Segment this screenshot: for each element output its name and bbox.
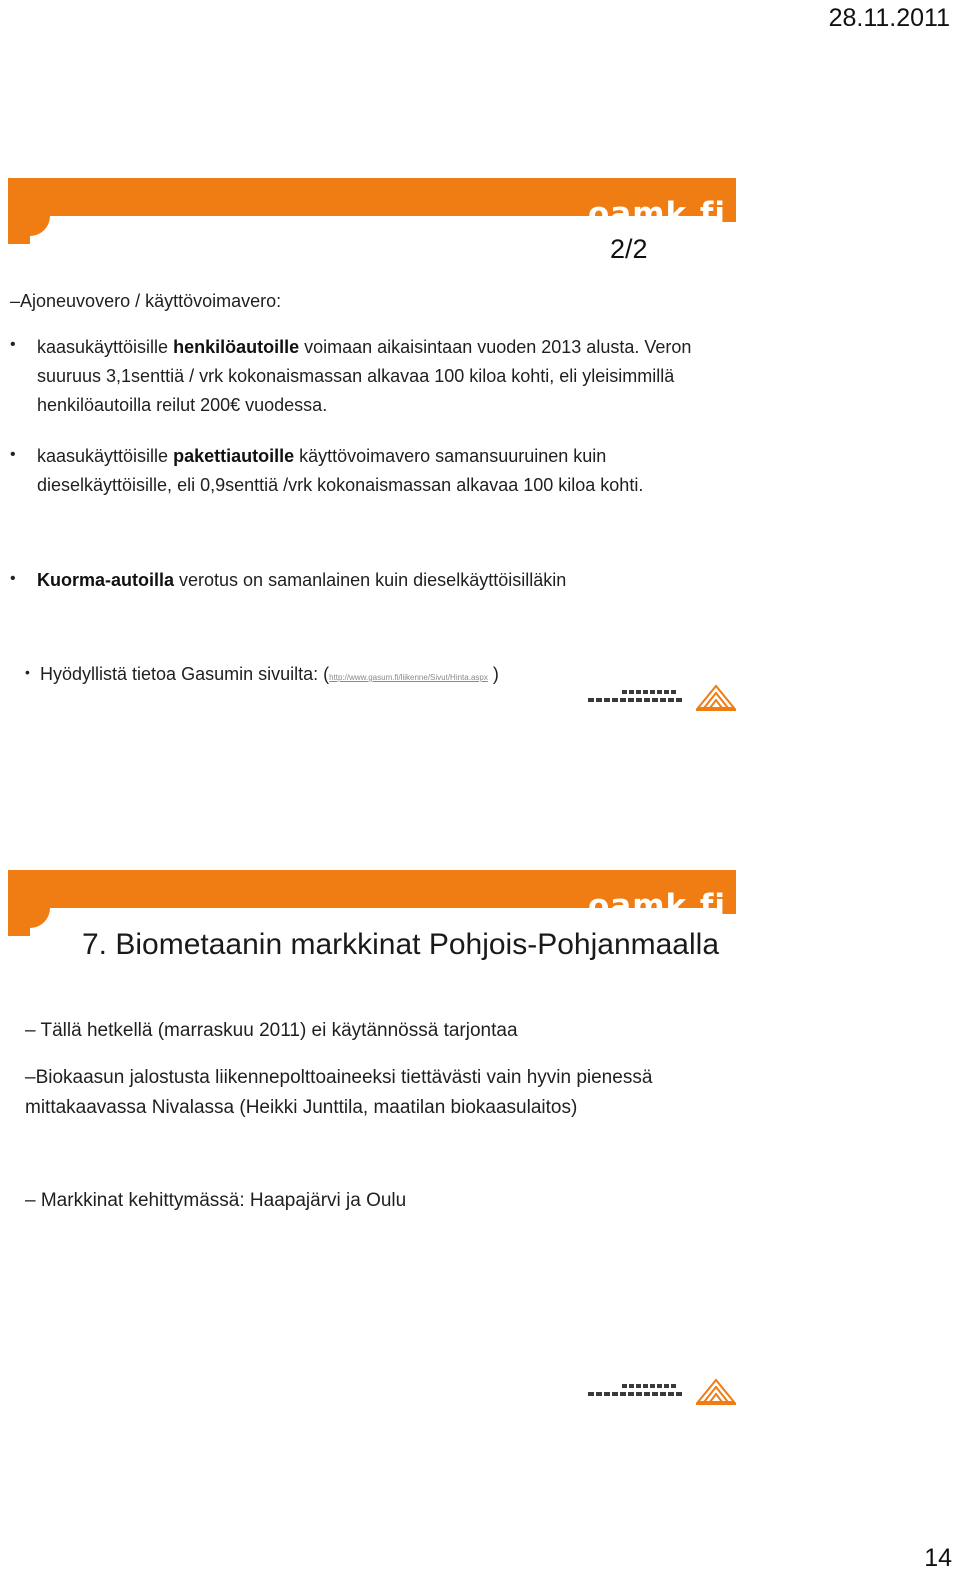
university-logo-icon [588,1378,738,1408]
slide-banner [8,870,736,930]
university-logo-icon [588,684,738,714]
market-status-text: – Tällä hetkellä (marraskuu 2011) ei käytännössä tarjontaa [25,1020,518,1041]
bullet-kuorma-autot: Kuorma-autoilla verotus on samanlainen kuin dieselkäyttöisilläkin [37,570,567,590]
bullet-pakettiautot: kaasukäyttöisille pakettiautoille käyttövoimavero samansuuruinen kuin dieselkäyttöisille, eli 0,9senttiä /vrk kokonaismassan alkavaa 100 kiloa kohti. [37,446,644,495]
bullet-icon: • [10,446,16,463]
slide-1 [0,0,960,760]
gasum-link[interactable]: http://www.gasum.fi/liikenne/Sivut/Hinta.aspx [329,673,488,682]
bullet-icon: • [25,664,30,680]
bullet-henkiloautot: kaasukäyttöisille henkilöautoille voimaan aikaisintaan vuoden 2013 alusta. Veron suuruus 3,1senttiä / vrk kokonaismassan alkavaa 100 kiloa kohti, eli yleisimmillä henkilöautoilla reilut 200€ vuodessa. [37,337,692,415]
slide-banner [8,178,736,238]
bullet-gasum-link: Hyödyllistä tietoa Gasumin sivuilta: (http://www.gasum.fi/liikenne/Sivut/Hinta.aspx ) [40,664,499,684]
market-development-text: – Markkinat kehittymässä: Haapajärvi ja Oulu [25,1190,407,1211]
brand-wordmark: oamk.fi [588,196,727,232]
biogas-upgrading-text: –Biokaasun jalostusta liikennepolttoaineeksi tiettävästi vain hyvin pienessä mittakaavassa Nivalassa (Heikki Junttila, maatilan biokaasulaitos) [25,1067,653,1118]
brand-wordmark: oamk.fi [588,888,727,924]
page-number: 14 [924,1544,952,1572]
slide-title: 7. Biometaanin markkinat Pohjois-Pohjanmaalla [82,928,720,961]
bullet-icon: • [10,336,16,353]
slide-heading: –Ajoneuvovero / käyttövoimavero: [10,291,282,311]
bullet-icon: • [10,570,16,587]
document-date: 28.11.2011 [828,4,950,32]
slide-number: 2/2 [610,234,648,264]
